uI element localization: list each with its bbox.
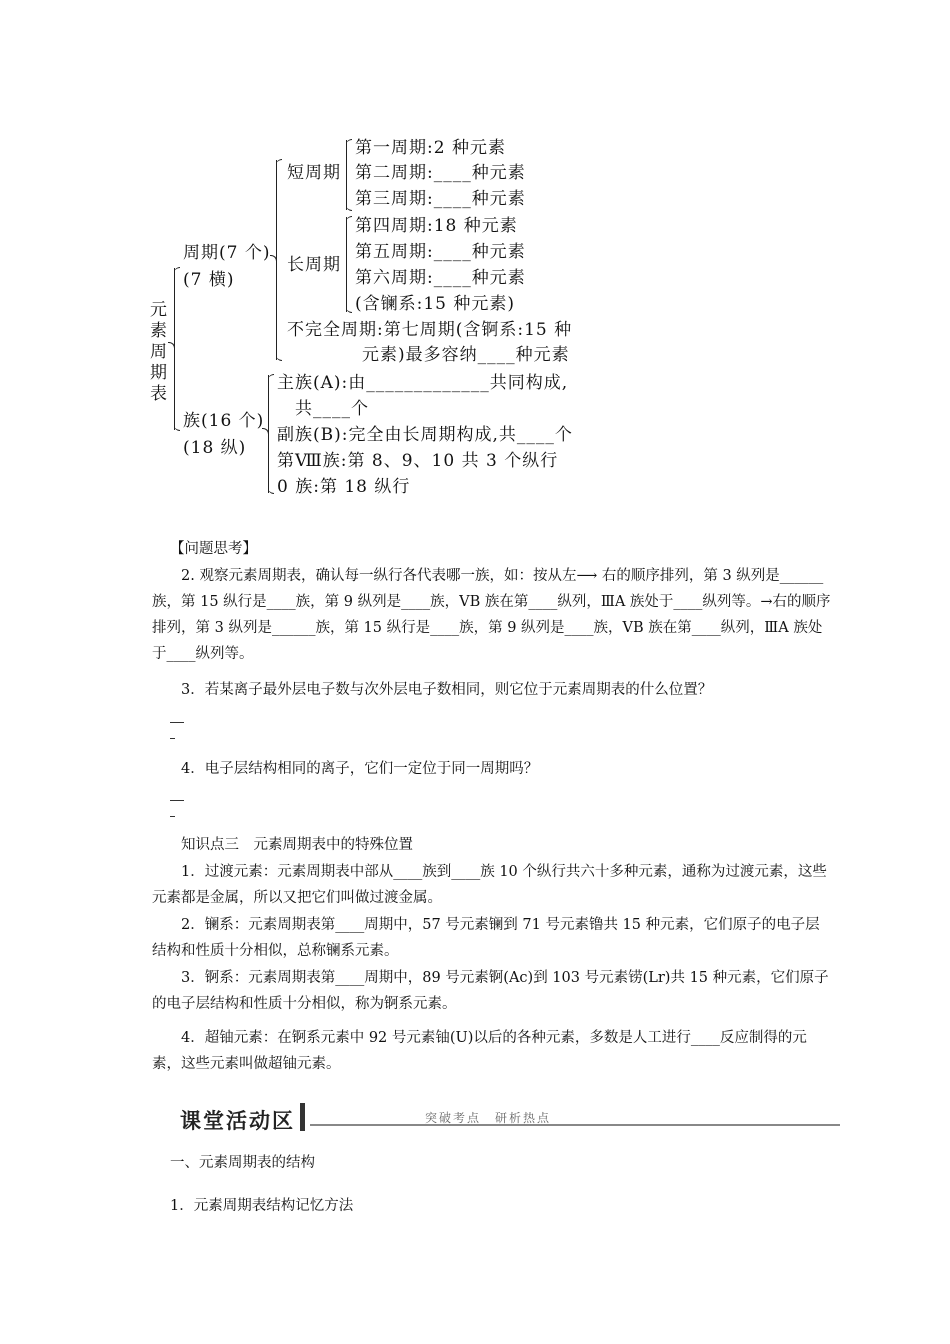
- knowledge-point-3-title: 知识点三 元素周期表中的特殊位置: [181, 837, 413, 853]
- short-period-brace: [346, 140, 347, 210]
- incomplete-period-line1: 不完全周期:第七周期(含锕系:15 种: [287, 320, 573, 340]
- banner-subtitle: 突破考点 研析热点: [425, 1111, 552, 1125]
- question-3: 3．若某离子最外层电子数与次外层电子数相同，则它位于元素周期表的什么位置？: [181, 682, 713, 698]
- group-zero: 0 族:第 18 纵行: [277, 477, 411, 497]
- long-period-brace: [346, 217, 347, 312]
- kp3-item-2: 2．镧系：元素周期表第____周期中，57 号元素镧到 71 号元素镥共 15 种元素，它们原子的电子层结构和性质十分相似，总称镧系元素。: [152, 917, 820, 959]
- sub-group: 副族(B):完全由长周期构成,共____个: [277, 425, 573, 445]
- group-cols-label: (18 纵): [183, 438, 247, 458]
- period-3: 第三周期:____种元素: [355, 189, 526, 209]
- long-period-label: 长周期: [287, 255, 341, 275]
- answer-line-4a: [170, 800, 184, 801]
- period-rows-label: (7 横): [183, 270, 235, 290]
- incomplete-period-line2: 元素)最多容纳____种元素: [362, 345, 570, 365]
- banner-underline: [310, 1124, 840, 1126]
- main-group-line1: 主族(A):由_____________共同构成,: [277, 373, 569, 393]
- kp3-item-4: 4．超铀元素：在锕系元素中 92 号元素铀(U)以后的各种元素，多数是人工进行____反应制得的元素，这些元素叫做超铀元素。: [152, 1030, 807, 1072]
- section-1-item-1: 1．元素周期表结构记忆方法: [170, 1198, 354, 1214]
- classroom-activity-banner: [170, 1103, 840, 1133]
- short-period-label: 短周期: [287, 163, 341, 183]
- answer-line-3b: [170, 738, 175, 739]
- period-1: 第一周期:2 种元素: [355, 138, 506, 158]
- group-label: 族(16 个): [183, 411, 265, 431]
- root-label: 元素周期表: [150, 300, 168, 404]
- kp3-item-1: 1．过渡元素：元素周期表中部从____族到____族 10 个纵行共六十多种元素，通称为过渡元素，这些元素都是金属，所以又把它们叫做过渡金属。: [152, 864, 827, 906]
- banner-title: 课堂活动区: [180, 1109, 295, 1133]
- main-group-line2: 共____个: [295, 399, 369, 419]
- period-group-label: 周期(7 个): [183, 243, 271, 263]
- section-think-title: 【问题思考】: [170, 541, 257, 557]
- period-5: 第五周期:____种元素: [355, 242, 526, 262]
- question-2: 2. 观察元素周期表，确认每一纵行各代表哪一族，如：按从左⟶ 右的顺序排列，第 3 纵列是______族，第 15 纵行是____族，第 9 纵列是____族，ⅤB 族在第____纵列，ⅢA 族处于____纵列等。→右的顺序排列，第 3 纵列是______族，第 15 纵行是____族，第 9 纵列是____族，ⅤB 族在第____纵列，ⅢA 族处于____纵列等。: [152, 568, 831, 662]
- period-4: 第四周期:18 种元素: [355, 216, 518, 236]
- answer-line-3a: [170, 722, 184, 723]
- period-2: 第二周期:____种元素: [355, 163, 526, 183]
- banner-divider: [300, 1103, 305, 1131]
- answer-line-4b: [170, 816, 175, 817]
- question-4: 4．电子层结构相同的离子，它们一定位于同一周期吗？: [181, 761, 539, 777]
- kp3-item-3: 3．锕系：元素周期表第____周期中，89 号元素锕(Ac)到 103 号元素铹(Lr)共 15 种元素，它们原子的电子层结构和性质十分相似，称为锕系元素。: [152, 970, 829, 1012]
- section-1-title: 一、元素周期表的结构: [170, 1155, 315, 1171]
- period-6-note: (含镧系:15 种元素): [355, 294, 516, 314]
- period-6: 第六周期:____种元素: [355, 268, 526, 288]
- group-viii: 第Ⅷ族:第 8、9、10 共 3 个纵行: [277, 451, 559, 471]
